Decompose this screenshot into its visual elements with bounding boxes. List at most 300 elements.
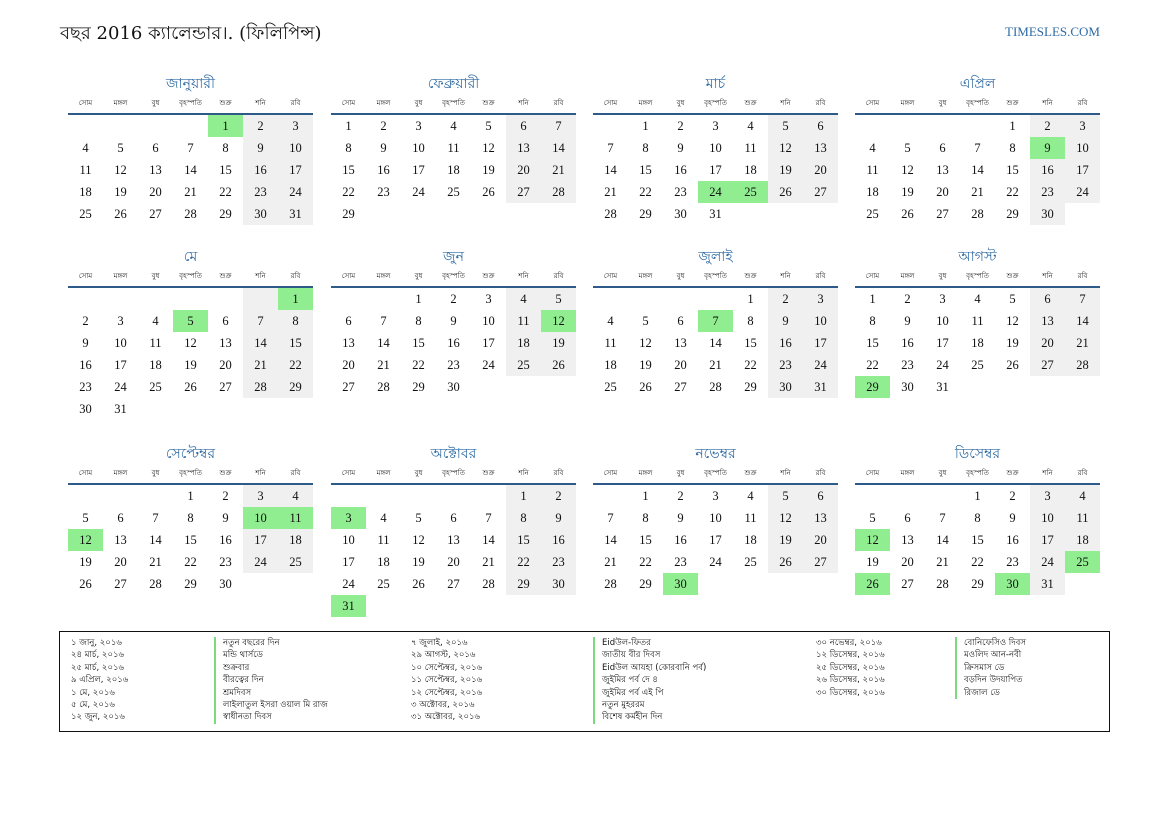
day-cell[interactable]: 16 — [1030, 159, 1065, 181]
day-cell[interactable]: 21 — [604, 555, 617, 569]
day-cell[interactable]: 7 — [243, 310, 278, 332]
day-cell[interactable]: 26 — [768, 551, 803, 573]
day-cell[interactable]: 15 — [744, 336, 757, 350]
day-cell[interactable]: 29 — [184, 577, 197, 591]
day-cell[interactable]: 14 — [482, 533, 495, 547]
day-cell[interactable]: 21 — [1065, 332, 1100, 354]
day-cell[interactable]: 18 — [377, 555, 390, 569]
day-cell[interactable]: 28 — [541, 181, 576, 203]
holiday-day-cell[interactable]: 9 — [1030, 137, 1065, 159]
day-cell[interactable]: 18 — [866, 185, 879, 199]
day-cell[interactable]: 26 — [482, 185, 495, 199]
day-cell[interactable]: 14 — [184, 163, 197, 177]
day-cell[interactable]: 29 — [219, 207, 232, 221]
day-cell[interactable]: 11 — [971, 314, 984, 328]
day-cell[interactable]: 15 — [278, 332, 313, 354]
holiday-day-cell[interactable]: 25 — [733, 181, 768, 203]
day-cell[interactable]: 9 — [1009, 511, 1016, 525]
day-cell[interactable]: 19 — [901, 185, 914, 199]
day-cell[interactable]: 10 — [709, 511, 722, 525]
day-cell[interactable]: 18 — [79, 185, 92, 199]
day-cell[interactable]: 17 — [243, 529, 278, 551]
day-cell[interactable]: 14 — [604, 533, 617, 547]
day-cell[interactable]: 28 — [243, 376, 278, 398]
day-cell[interactable]: 19 — [768, 159, 803, 181]
day-cell[interactable]: 17 — [1030, 529, 1065, 551]
day-cell[interactable]: 27 — [1030, 354, 1065, 376]
day-cell[interactable]: 19 — [768, 529, 803, 551]
day-cell[interactable]: 23 — [901, 358, 914, 372]
day-cell[interactable]: 2 — [904, 292, 911, 306]
day-cell[interactable]: 16 — [219, 533, 232, 547]
day-cell[interactable]: 5 — [82, 511, 89, 525]
day-cell[interactable]: 13 — [803, 507, 838, 529]
day-cell[interactable]: 20 — [1030, 332, 1065, 354]
day-cell[interactable]: 23 — [541, 551, 576, 573]
day-cell[interactable]: 21 — [482, 555, 495, 569]
day-cell[interactable]: 7 — [541, 115, 576, 137]
day-cell[interactable]: 9 — [904, 314, 911, 328]
day-cell[interactable]: 28 — [709, 380, 722, 394]
day-cell[interactable]: 4 — [747, 119, 754, 133]
day-cell[interactable]: 26 — [114, 207, 127, 221]
day-cell[interactable]: 12 — [768, 507, 803, 529]
day-cell[interactable]: 25 — [506, 354, 541, 376]
day-cell[interactable]: 26 — [1006, 358, 1019, 372]
day-cell[interactable]: 12 — [768, 137, 803, 159]
day-cell[interactable]: 22 — [639, 555, 652, 569]
day-cell[interactable]: 2 — [677, 119, 684, 133]
day-cell[interactable]: 11 — [744, 141, 757, 155]
day-cell[interactable]: 13 — [936, 163, 949, 177]
day-cell[interactable]: 11 — [604, 336, 617, 350]
day-cell[interactable]: 5 — [415, 511, 422, 525]
day-cell[interactable]: 27 — [149, 207, 162, 221]
day-cell[interactable]: 30 — [768, 376, 803, 398]
day-cell[interactable]: 20 — [803, 159, 838, 181]
day-cell[interactable]: 2 — [243, 115, 278, 137]
day-cell[interactable]: 29 — [1006, 207, 1019, 221]
day-cell[interactable]: 24 — [342, 577, 355, 591]
day-cell[interactable]: 23 — [79, 380, 92, 394]
day-cell[interactable]: 1 — [974, 489, 981, 503]
day-cell[interactable]: 28 — [1065, 354, 1100, 376]
day-cell[interactable]: 14 — [1065, 310, 1100, 332]
day-cell[interactable]: 10 — [1065, 137, 1100, 159]
day-cell[interactable]: 31 — [1030, 573, 1065, 595]
day-cell[interactable]: 18 — [447, 163, 460, 177]
day-cell[interactable]: 27 — [219, 380, 232, 394]
day-cell[interactable]: 30 — [243, 203, 278, 225]
day-cell[interactable]: 12 — [184, 336, 197, 350]
day-cell[interactable]: 5 — [485, 119, 492, 133]
holiday-day-cell[interactable]: 12 — [68, 529, 103, 551]
day-cell[interactable]: 28 — [184, 207, 197, 221]
day-cell[interactable]: 31 — [278, 203, 313, 225]
day-cell[interactable]: 4 — [1065, 485, 1100, 507]
holiday-day-cell[interactable]: 1 — [208, 115, 243, 137]
day-cell[interactable]: 15 — [1006, 163, 1019, 177]
day-cell[interactable]: 26 — [184, 380, 197, 394]
holiday-day-cell[interactable]: 7 — [698, 310, 733, 332]
day-cell[interactable]: 12 — [412, 533, 425, 547]
day-cell[interactable]: 21 — [604, 185, 617, 199]
day-cell[interactable]: 29 — [278, 376, 313, 398]
day-cell[interactable]: 6 — [803, 115, 838, 137]
day-cell[interactable]: 27 — [674, 380, 687, 394]
day-cell[interactable]: 12 — [114, 163, 127, 177]
holiday-day-cell[interactable]: 26 — [855, 573, 890, 595]
day-cell[interactable]: 27 — [936, 207, 949, 221]
day-cell[interactable]: 6 — [152, 141, 159, 155]
day-cell[interactable]: 10 — [278, 137, 313, 159]
day-cell[interactable]: 21 — [936, 555, 949, 569]
day-cell[interactable]: 4 — [607, 314, 614, 328]
day-cell[interactable]: 3 — [117, 314, 124, 328]
holiday-day-cell[interactable]: 12 — [541, 310, 576, 332]
day-cell[interactable]: 3 — [939, 292, 946, 306]
day-cell[interactable]: 12 — [482, 141, 495, 155]
day-cell[interactable]: 28 — [149, 577, 162, 591]
day-cell[interactable]: 8 — [278, 310, 313, 332]
day-cell[interactable]: 13 — [149, 163, 162, 177]
day-cell[interactable]: 9 — [677, 511, 684, 525]
day-cell[interactable]: 20 — [803, 529, 838, 551]
day-cell[interactable]: 18 — [506, 332, 541, 354]
day-cell[interactable]: 15 — [506, 529, 541, 551]
day-cell[interactable]: 30 — [674, 207, 687, 221]
day-cell[interactable]: 4 — [450, 119, 457, 133]
day-cell[interactable]: 22 — [506, 551, 541, 573]
day-cell[interactable]: 3 — [415, 119, 422, 133]
day-cell[interactable]: 29 — [639, 207, 652, 221]
day-cell[interactable]: 2 — [677, 489, 684, 503]
day-cell[interactable]: 8 — [506, 507, 541, 529]
day-cell[interactable]: 1 — [345, 119, 352, 133]
day-cell[interactable]: 13 — [674, 336, 687, 350]
day-cell[interactable]: 17 — [1065, 159, 1100, 181]
day-cell[interactable]: 6 — [939, 141, 946, 155]
day-cell[interactable]: 25 — [447, 185, 460, 199]
day-cell[interactable]: 18 — [278, 529, 313, 551]
day-cell[interactable]: 15 — [639, 163, 652, 177]
day-cell[interactable]: 30 — [447, 380, 460, 394]
day-cell[interactable]: 16 — [377, 163, 390, 177]
day-cell[interactable]: 4 — [747, 489, 754, 503]
day-cell[interactable]: 22 — [1006, 185, 1019, 199]
day-cell[interactable]: 29 — [639, 577, 652, 591]
day-cell[interactable]: 13 — [506, 137, 541, 159]
day-cell[interactable]: 15 — [866, 336, 879, 350]
day-cell[interactable]: 23 — [674, 555, 687, 569]
day-cell[interactable]: 14 — [243, 332, 278, 354]
day-cell[interactable]: 13 — [219, 336, 232, 350]
day-cell[interactable]: 22 — [219, 185, 232, 199]
day-cell[interactable]: 2 — [82, 314, 89, 328]
day-cell[interactable]: 2 — [1009, 489, 1016, 503]
day-cell[interactable]: 25 — [604, 380, 617, 394]
day-cell[interactable]: 23 — [674, 185, 687, 199]
day-cell[interactable]: 14 — [541, 137, 576, 159]
day-cell[interactable]: 26 — [768, 181, 803, 203]
day-cell[interactable]: 9 — [677, 141, 684, 155]
day-cell[interactable]: 8 — [974, 511, 981, 525]
day-cell[interactable]: 11 — [506, 310, 541, 332]
day-cell[interactable]: 26 — [79, 577, 92, 591]
day-cell[interactable]: 10 — [936, 314, 949, 328]
day-cell[interactable]: 25 — [149, 380, 162, 394]
holiday-day-cell[interactable]: 30 — [663, 573, 698, 595]
day-cell[interactable]: 16 — [79, 358, 92, 372]
day-cell[interactable]: 21 — [184, 185, 197, 199]
day-cell[interactable]: 6 — [117, 511, 124, 525]
day-cell[interactable]: 24 — [803, 354, 838, 376]
day-cell[interactable]: 1 — [506, 485, 541, 507]
day-cell[interactable]: 11 — [744, 511, 757, 525]
day-cell[interactable]: 3 — [278, 115, 313, 137]
day-cell[interactable]: 18 — [604, 358, 617, 372]
day-cell[interactable]: 3 — [803, 288, 838, 310]
day-cell[interactable]: 16 — [1006, 533, 1019, 547]
day-cell[interactable]: 2 — [222, 489, 229, 503]
day-cell[interactable]: 20 — [447, 555, 460, 569]
day-cell[interactable]: 4 — [278, 485, 313, 507]
day-cell[interactable]: 21 — [377, 358, 390, 372]
day-cell[interactable]: 15 — [342, 163, 355, 177]
day-cell[interactable]: 13 — [901, 533, 914, 547]
day-cell[interactable]: 31 — [936, 380, 949, 394]
day-cell[interactable]: 17 — [412, 163, 425, 177]
day-cell[interactable]: 29 — [412, 380, 425, 394]
day-cell[interactable]: 19 — [482, 163, 495, 177]
day-cell[interactable]: 22 — [639, 185, 652, 199]
day-cell[interactable]: 5 — [642, 314, 649, 328]
day-cell[interactable]: 23 — [1006, 555, 1019, 569]
day-cell[interactable]: 16 — [541, 529, 576, 551]
day-cell[interactable]: 28 — [377, 380, 390, 394]
day-cell[interactable]: 17 — [709, 163, 722, 177]
brand-link[interactable]: TIMESLES.COM — [1005, 24, 1100, 39]
day-cell[interactable]: 14 — [149, 533, 162, 547]
day-cell[interactable]: 16 — [674, 163, 687, 177]
day-cell[interactable]: 24 — [278, 181, 313, 203]
day-cell[interactable]: 1 — [642, 119, 649, 133]
day-cell[interactable]: 5 — [768, 485, 803, 507]
day-cell[interactable]: 7 — [974, 141, 981, 155]
day-cell[interactable]: 28 — [604, 207, 617, 221]
day-cell[interactable]: 24 — [243, 551, 278, 573]
day-cell[interactable]: 17 — [342, 555, 355, 569]
day-cell[interactable]: 25 — [377, 577, 390, 591]
day-cell[interactable]: 24 — [482, 358, 495, 372]
day-cell[interactable]: 8 — [415, 314, 422, 328]
day-cell[interactable]: 10 — [114, 336, 127, 350]
day-cell[interactable]: 2 — [768, 288, 803, 310]
day-cell[interactable]: 24 — [709, 555, 722, 569]
day-cell[interactable]: 17 — [278, 159, 313, 181]
day-cell[interactable]: 28 — [971, 207, 984, 221]
day-cell[interactable]: 18 — [971, 336, 984, 350]
day-cell[interactable]: 25 — [79, 207, 92, 221]
day-cell[interactable]: 14 — [709, 336, 722, 350]
holiday-day-cell[interactable]: 3 — [331, 507, 366, 529]
day-cell[interactable]: 26 — [639, 380, 652, 394]
day-cell[interactable]: 29 — [744, 380, 757, 394]
day-cell[interactable]: 15 — [639, 533, 652, 547]
day-cell[interactable]: 7 — [939, 511, 946, 525]
day-cell[interactable]: 23 — [243, 181, 278, 203]
day-cell[interactable]: 5 — [904, 141, 911, 155]
holiday-day-cell[interactable]: 11 — [278, 507, 313, 529]
day-cell[interactable]: 11 — [79, 163, 92, 177]
day-cell[interactable]: 5 — [541, 288, 576, 310]
day-cell[interactable]: 7 — [1065, 288, 1100, 310]
day-cell[interactable]: 6 — [222, 314, 229, 328]
day-cell[interactable]: 26 — [901, 207, 914, 221]
day-cell[interactable]: 17 — [709, 533, 722, 547]
holiday-day-cell[interactable]: 12 — [855, 529, 890, 551]
day-cell[interactable]: 21 — [971, 185, 984, 199]
holiday-day-cell[interactable]: 10 — [243, 507, 278, 529]
day-cell[interactable]: 10 — [482, 314, 495, 328]
day-cell[interactable]: 18 — [1065, 529, 1100, 551]
day-cell[interactable]: 7 — [485, 511, 492, 525]
day-cell[interactable]: 23 — [1030, 181, 1065, 203]
day-cell[interactable]: 8 — [869, 314, 876, 328]
day-cell[interactable]: 7 — [607, 511, 614, 525]
day-cell[interactable]: 25 — [971, 358, 984, 372]
day-cell[interactable]: 3 — [712, 489, 719, 503]
day-cell[interactable]: 18 — [149, 358, 162, 372]
day-cell[interactable]: 22 — [971, 555, 984, 569]
day-cell[interactable]: 1 — [415, 292, 422, 306]
day-cell[interactable]: 10 — [709, 141, 722, 155]
day-cell[interactable]: 5 — [869, 511, 876, 525]
day-cell[interactable]: 19 — [184, 358, 197, 372]
day-cell[interactable]: 14 — [604, 163, 617, 177]
day-cell[interactable]: 21 — [709, 358, 722, 372]
day-cell[interactable]: 16 — [901, 336, 914, 350]
day-cell[interactable]: 16 — [243, 159, 278, 181]
day-cell[interactable]: 27 — [901, 577, 914, 591]
day-cell[interactable]: 5 — [1009, 292, 1016, 306]
day-cell[interactable]: 23 — [377, 185, 390, 199]
day-cell[interactable]: 31 — [803, 376, 838, 398]
day-cell[interactable]: 11 — [377, 533, 390, 547]
day-cell[interactable]: 30 — [1030, 203, 1065, 225]
day-cell[interactable]: 22 — [866, 358, 879, 372]
day-cell[interactable]: 15 — [219, 163, 232, 177]
day-cell[interactable]: 22 — [412, 358, 425, 372]
day-cell[interactable]: 6 — [677, 314, 684, 328]
day-cell[interactable]: 11 — [447, 141, 460, 155]
day-cell[interactable]: 13 — [114, 533, 127, 547]
day-cell[interactable]: 9 — [541, 507, 576, 529]
day-cell[interactable]: 29 — [971, 577, 984, 591]
day-cell[interactable]: 13 — [447, 533, 460, 547]
day-cell[interactable]: 8 — [747, 314, 754, 328]
day-cell[interactable]: 1 — [187, 489, 194, 503]
day-cell[interactable]: 3 — [712, 119, 719, 133]
day-cell[interactable]: 6 — [345, 314, 352, 328]
day-cell[interactable]: 18 — [744, 163, 757, 177]
day-cell[interactable]: 9 — [243, 137, 278, 159]
day-cell[interactable]: 24 — [936, 358, 949, 372]
day-cell[interactable]: 19 — [639, 358, 652, 372]
day-cell[interactable]: 5 — [117, 141, 124, 155]
day-cell[interactable]: 10 — [1030, 507, 1065, 529]
day-cell[interactable]: 23 — [219, 555, 232, 569]
day-cell[interactable]: 25 — [744, 555, 757, 569]
day-cell[interactable]: 11 — [1065, 507, 1100, 529]
day-cell[interactable]: 24 — [114, 380, 127, 394]
day-cell[interactable]: 7 — [187, 141, 194, 155]
day-cell[interactable]: 16 — [768, 332, 803, 354]
day-cell[interactable]: 3 — [1030, 485, 1065, 507]
day-cell[interactable]: 20 — [936, 185, 949, 199]
day-cell[interactable]: 25 — [278, 551, 313, 573]
day-cell[interactable]: 27 — [803, 181, 838, 203]
day-cell[interactable]: 10 — [342, 533, 355, 547]
holiday-day-cell[interactable]: 30 — [995, 573, 1030, 595]
holiday-day-cell[interactable]: 5 — [173, 310, 208, 332]
day-cell[interactable]: 16 — [674, 533, 687, 547]
day-cell[interactable]: 20 — [149, 185, 162, 199]
day-cell[interactable]: 31 — [709, 207, 722, 221]
day-cell[interactable]: 6 — [506, 115, 541, 137]
day-cell[interactable]: 15 — [412, 336, 425, 350]
day-cell[interactable]: 18 — [744, 533, 757, 547]
day-cell[interactable]: 22 — [278, 354, 313, 376]
day-cell[interactable]: 8 — [222, 141, 229, 155]
day-cell[interactable]: 20 — [901, 555, 914, 569]
day-cell[interactable]: 17 — [936, 336, 949, 350]
day-cell[interactable]: 4 — [82, 141, 89, 155]
day-cell[interactable]: 4 — [380, 511, 387, 525]
day-cell[interactable]: 11 — [149, 336, 162, 350]
day-cell[interactable]: 13 — [803, 137, 838, 159]
day-cell[interactable]: 28 — [482, 577, 495, 591]
day-cell[interactable]: 6 — [1030, 288, 1065, 310]
day-cell[interactable]: 15 — [184, 533, 197, 547]
holiday-day-cell[interactable]: 31 — [331, 595, 366, 617]
day-cell[interactable]: 30 — [219, 577, 232, 591]
day-cell[interactable]: 26 — [541, 354, 576, 376]
day-cell[interactable]: 9 — [380, 141, 387, 155]
day-cell[interactable]: 13 — [1030, 310, 1065, 332]
day-cell[interactable]: 1 — [747, 292, 754, 306]
day-cell[interactable]: 27 — [506, 181, 541, 203]
day-cell[interactable]: 7 — [607, 141, 614, 155]
day-cell[interactable]: 25 — [866, 207, 879, 221]
day-cell[interactable]: 7 — [380, 314, 387, 328]
day-cell[interactable]: 8 — [345, 141, 352, 155]
holiday-day-cell[interactable]: 1 — [278, 288, 313, 310]
day-cell[interactable]: 9 — [222, 511, 229, 525]
day-cell[interactable]: 19 — [412, 555, 425, 569]
day-cell[interactable]: 30 — [541, 573, 576, 595]
day-cell[interactable]: 14 — [936, 533, 949, 547]
day-cell[interactable]: 12 — [639, 336, 652, 350]
day-cell[interactable]: 22 — [184, 555, 197, 569]
day-cell[interactable]: 13 — [342, 336, 355, 350]
day-cell[interactable]: 9 — [450, 314, 457, 328]
day-cell[interactable]: 10 — [803, 310, 838, 332]
day-cell[interactable]: 27 — [342, 380, 355, 394]
day-cell[interactable]: 8 — [642, 141, 649, 155]
day-cell[interactable]: 3 — [485, 292, 492, 306]
day-cell[interactable]: 20 — [506, 159, 541, 181]
